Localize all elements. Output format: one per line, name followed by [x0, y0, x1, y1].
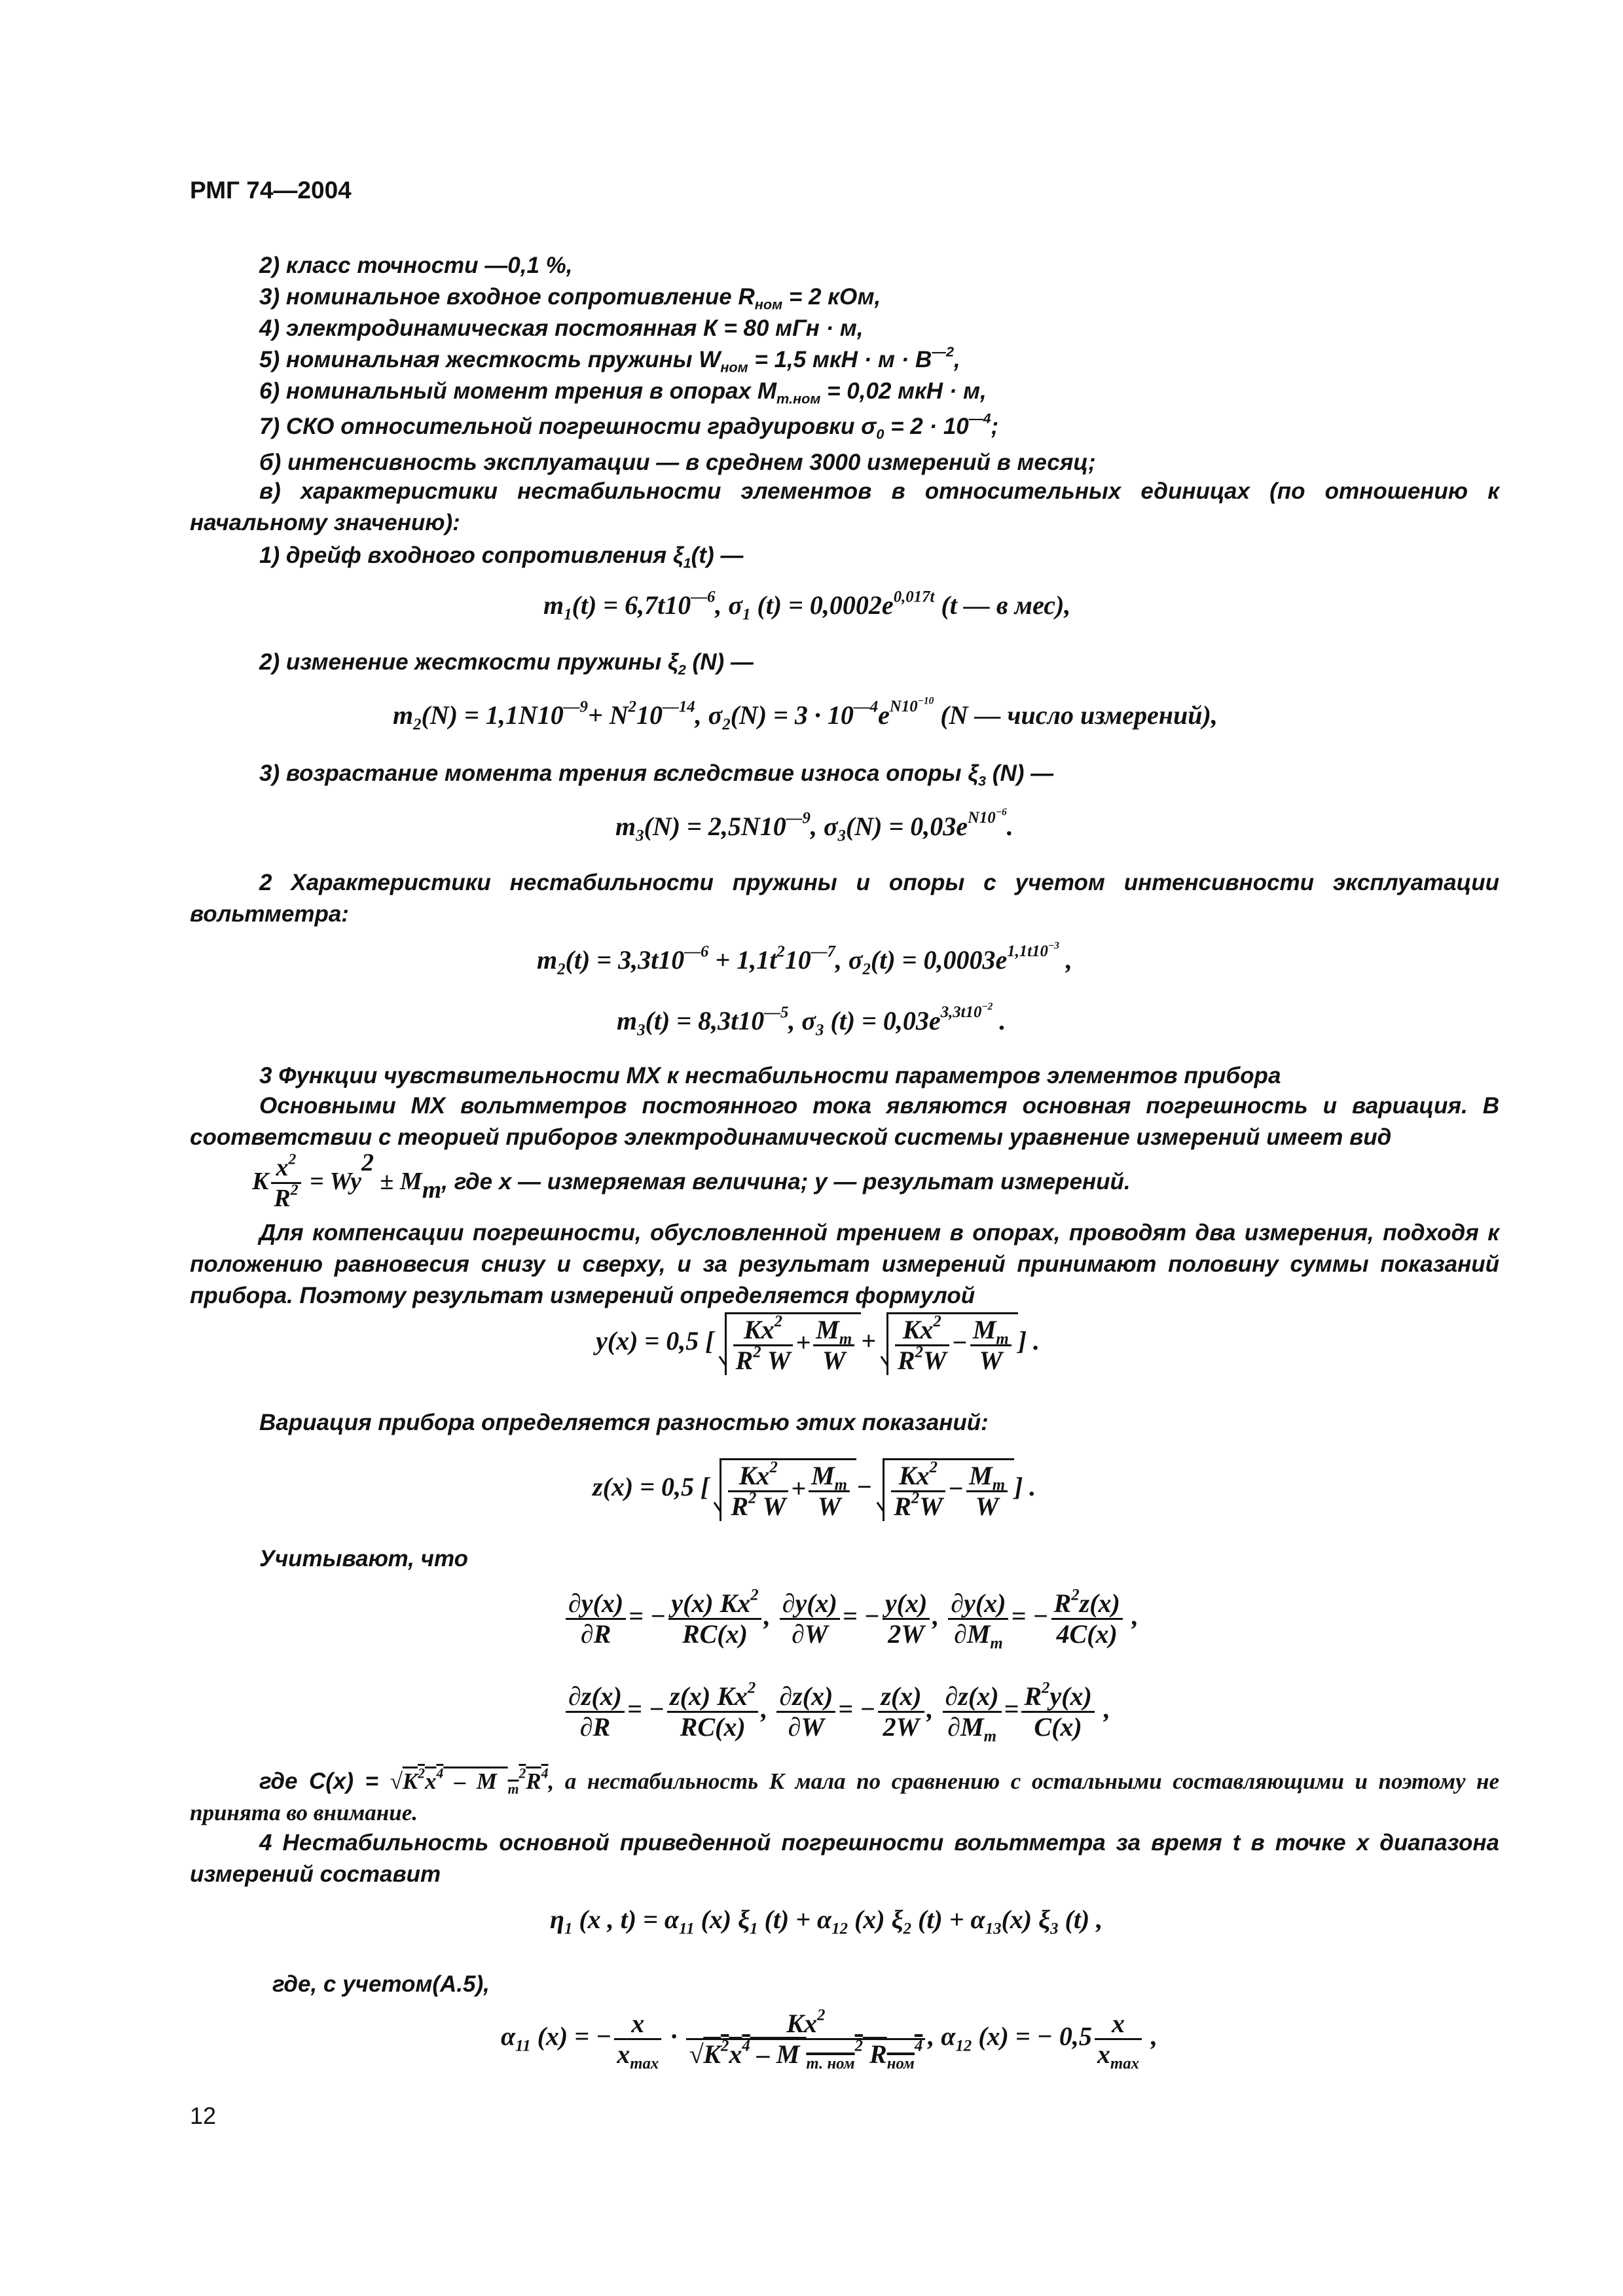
list-item: 3) возрастание момента трения вследствие износа опоры $\xi_3$ (N) — — [259, 761, 1054, 789]
list-item: 2) изменение жесткости пружины $\xi_2$ (N) — — [259, 649, 754, 678]
formula-derivatives-y: $\frac{\partial y(x)}{\partial R}$ = − $\frac{y(x) Kx^2}{RC(x)}$ , $\frac{\partial y(x)}{\partial W}$ = − $\frac{y(x)}{2W}$ , $\frac{\partial y(x)}{\partial M_m}$ = − $\frac{R^2z(x)}{4C(x)}$ , — [563, 1589, 1139, 1649]
compensation-paragraph: Для компенсации погрешности, обусловленной трением в опорах, проводят два измерения, подходя к положению равновесия снизу и сверху, и за результат измерений принимают половину суммы показаний прибора. Поэтому результат измерений определяется формулой — [190, 1220, 1499, 1308]
formula: $m_2(N) = 1,1N10^{—9}+ N^210^{—14}$, $\sigma_2(N) = 3 \cdot 10^{—4}e^{N10^{-10}}$ (N — число измерений), — [393, 695, 1218, 734]
c-definition-paragraph: где $C(x) = √K^2x^4 - M$ $_m^2R^4$, а нестабильность K мала по сравнению с остальными составляющими и поэтому не принята во внимание. — [190, 1765, 1500, 1825]
document-header: РМГ 74—2004 — [190, 177, 352, 204]
section-3-paragraph: Основными МХ вольтметров постоянного тока являются основная погрешность и вариация. В соответствии с теорией приборов электродинамической системы уравнение измерений имеет вид — [190, 1093, 1499, 1150]
consider-text: Учитывают, что — [259, 1546, 468, 1571]
list-item: б) интенсивность эксплуатации — в среднем 3000 измерений в месяц; — [259, 450, 1096, 475]
section-3-title: 3 Функции чувствительности МХ к нестабильности параметров элементов прибора — [259, 1063, 1281, 1088]
formula-z: z(x) = 0,5 [ $\frac{Kx^2}{R^2 W}$ + $\frac{M_m}{W}$ − $\frac{Kx^2}{R^2W}$ − $\frac{M_m}{W}$ ] . — [593, 1458, 1036, 1521]
list-item: 3) номинальное входное сопротивление $R_{ном} = 2$ кОм, — [259, 284, 881, 313]
section-4-paragraph: 4 Нестабильность основной приведенной погрешности вольтметра за время t в точке x диапазона измерений составит — [190, 1830, 1499, 1887]
formula-y: y(x) = 0,5 [ $\frac{Kx^2}{R^2 W}$ + $\frac{M_m}{W}$ + $\frac{Kx^2}{R^2W}$ − $\frac{M_m}{W}$ ] . — [596, 1312, 1040, 1375]
list-item: 7) СКО относительной погрешности градуировки $\sigma_0 = 2 \cdot 10^{—4}$; — [259, 410, 999, 442]
formula: $m_3(t) = 8,3t10^{—5}$, $\sigma_3$ $(t) = 0,03e^{3,3t10^{-2}}$ . — [617, 1001, 1006, 1039]
paragraph: в) характеристики нестабильности элементов в относительных единицах (по отношению к начальному значению): — [190, 478, 1499, 535]
where-a5-text: где, с учетом(А.5), — [272, 1971, 490, 1997]
list-item: 5) номинальная жесткость пружины $W_{ном} = 1,5$ мкН · $м \cdot В^{—2}$, — [259, 343, 960, 376]
formula-alpha: $\alpha_{11}$ (x) = − x $x_{max}$ · Kx$^2$ $√K^2x^4$ – M $_{т. ном}^2$ $R_{ном}^4$ , $\alpha_{12}$ (x) = − 0,5 x $x_{max}$ , — [501, 2006, 1158, 2073]
list-item: 6) номинальный момент трения в опорах $М_{т.ном} = 0,02$ мкН · м, — [259, 378, 987, 407]
formula: $m_2(t) = 3,3t10^{—6} + 1,1t^210^{—7}$, $\sigma_2(t) = 0,0003e^{1,1t10^{-3}}$ , — [537, 940, 1072, 978]
formula-eta: $\eta_1$ (x , $t) = \alpha_{11}$ (x) $\xi_1$ $(t) + \alpha_{12}$ (x) $\xi_2$ $(t) + \alpha_{13}(x)$ $\xi_3$ (t) , — [550, 1905, 1103, 1938]
list-item: 1) дрейф входного сопротивления $\xi_1(t)$ — — [259, 543, 744, 571]
formula: $m_3(N) = 2,5N10^{—9}$, $\sigma_3(N) = 0,03e^{N10^{-6}}$. — [615, 806, 1013, 845]
variation-text: Вариация прибора определяется разностью этих показаний: — [259, 1410, 989, 1435]
page-number: 12 — [190, 2102, 217, 2129]
formula-measurement-equation: K $\frac{x^2}{R^2}$ = $Wy^2 \pm M_m$, где x — измеряемая величина; y — результат измерений. — [252, 1149, 1131, 1212]
section-2-paragraph: 2 Характеристики нестабильности пружины и опоры с учетом интенсивности эксплуатации вольтметра: — [190, 870, 1499, 927]
formula: $m_1(t) = 6,7t10^{—6}$, $\sigma_1$ $(t) = 0,0002e^{0,017t}$ (t — в мес), — [543, 588, 1071, 624]
formula-derivatives-z: $\frac{\partial z(x)}{\partial R}$ = − $\frac{z(x) Kx^2}{RC(x)}$ , $\frac{\partial z(x)}{\partial W}$ = − $\frac{z(x)}{2W}$ , $\frac{\partial z(x)}{\partial M_m}$ = $\frac{R^2y(x)}{C(x)}$ , — [563, 1682, 1110, 1742]
list-item: 2) класс точности —0,1 %, — [259, 253, 573, 278]
list-item: 4) электродинамическая постоянная К = 80 мГн · м, — [259, 315, 864, 341]
